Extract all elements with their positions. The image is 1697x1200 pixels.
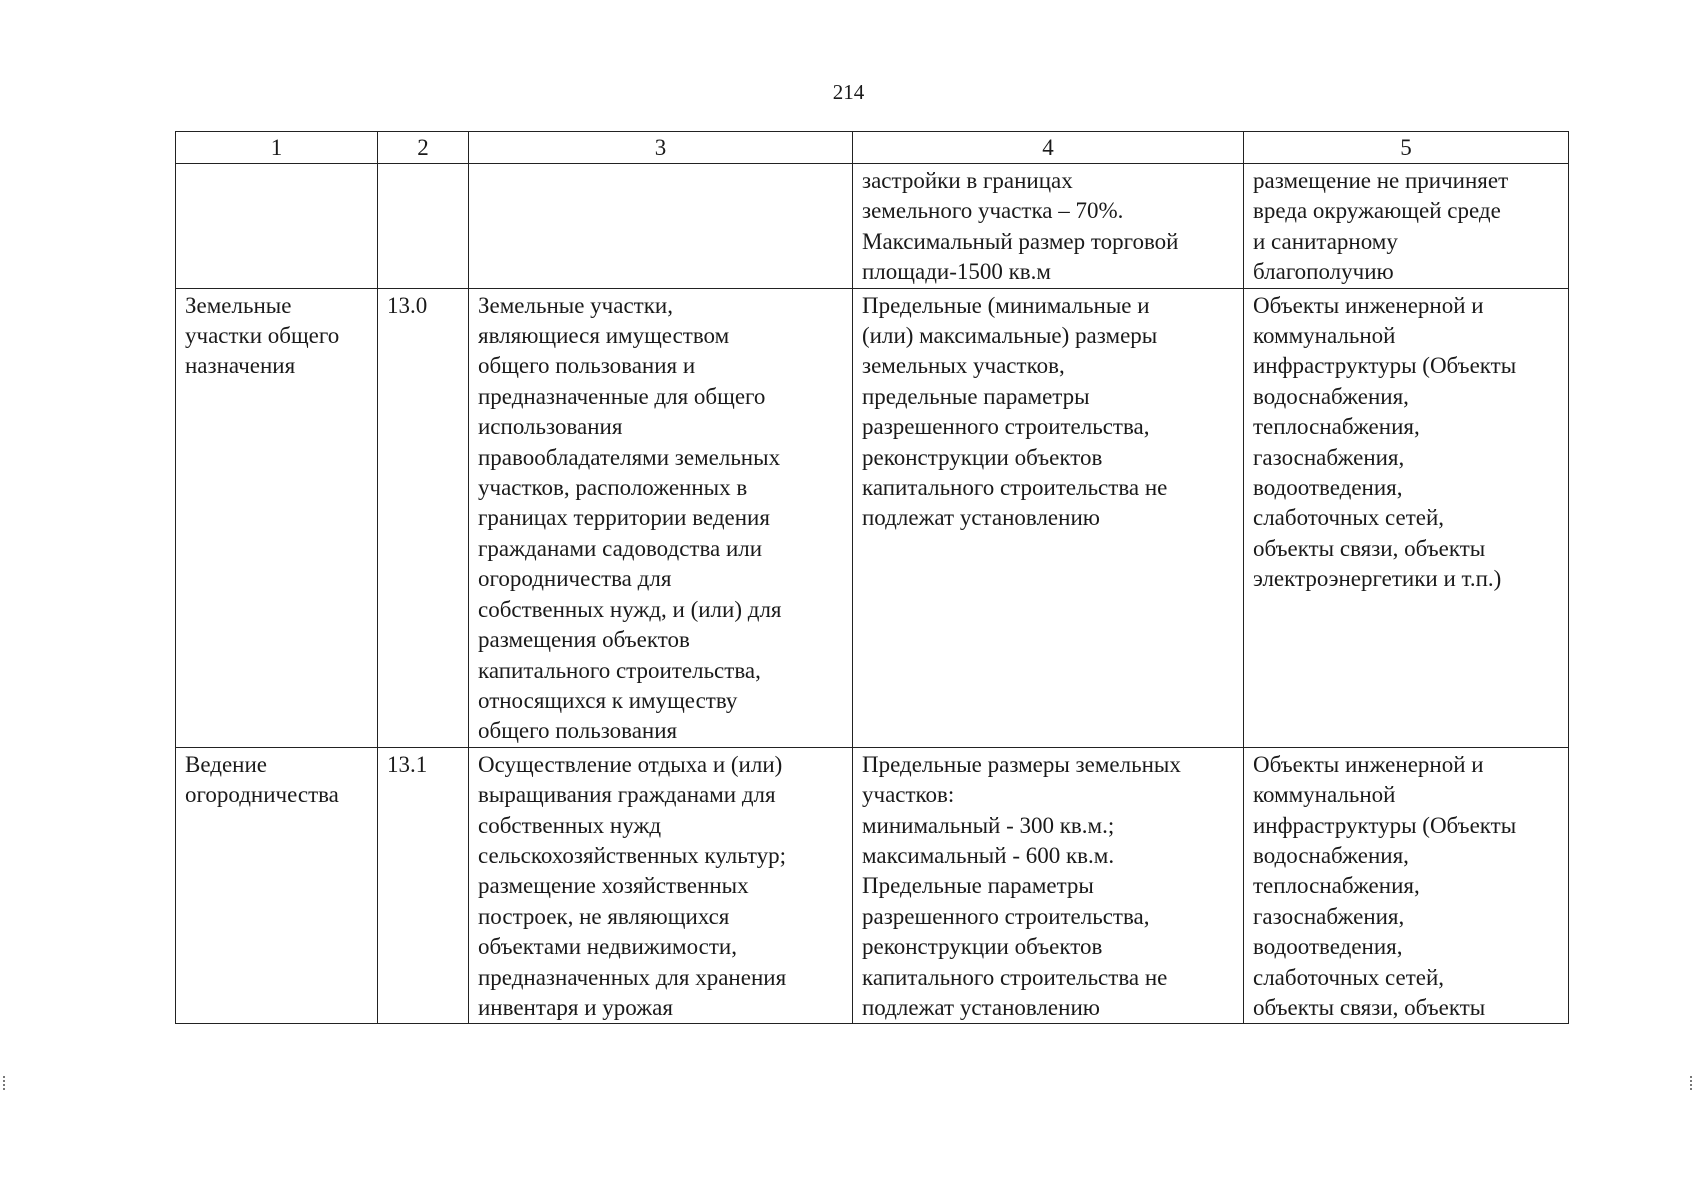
page-number: 214	[832, 80, 865, 104]
cell-use-description	[469, 288, 853, 747]
cell-use-description	[469, 747, 853, 1024]
cell-text: Объекты инженерной и коммунальной инфраструктуры (Объекты водоснабжения, теплоснабжения, газоснабжения, водоотведения, слаботочных сетей, объекты связи, объекты электроэнергетики и т.п.)	[1253, 292, 1517, 592]
cell-use-code	[378, 747, 469, 1024]
scan-edge-mark-right	[1690, 1076, 1694, 1090]
cell-use-name	[176, 288, 378, 747]
cell-text: Предельные (минимальные и (или) максимальные) размеры земельных участков, предельные параметры разрешенного строительства, реконструкции объектов капитального строительства не подлежат установлению	[862, 292, 1168, 531]
cell-text: Ведение огородничества	[185, 751, 339, 808]
column-number-4: 4	[853, 132, 1244, 164]
cell-conditions	[1244, 747, 1569, 1024]
cell-use-name	[176, 747, 378, 1024]
column-number-1: 1	[176, 132, 378, 164]
cell-text: Земельные участки общего назначения	[185, 292, 340, 379]
column-number-2: 2	[378, 132, 469, 164]
cell-parameters	[853, 164, 1244, 289]
cell-text: Предельные размеры земельных участков: минимальный - 300 кв.м.; максимальный - 600 кв.м. Предельные параметры разрешенного строительства, реконструкции объектов капитального строительства не подлежат установлению	[862, 751, 1181, 1020]
cell-text: Земельные участки, являющиеся имуществом общего пользования и предназначенные для общего использования правообладателями земельных участков, расположенных в границах территории ведения гражданами садоводства или огородничества для собственных нужд, и (или) для размещения объектов капитального строительства, относящихся к имуществу общего пользования	[478, 292, 782, 744]
header-row	[176, 132, 1569, 164]
cell-use-name	[176, 164, 378, 289]
cell-text: размещение не причиняет вреда окружающей среде и санитарному благополучию	[1253, 168, 1509, 285]
cell-text: застройки в границах земельного участка – 70%. Максимальный размер торговой площади-1500 кв.м	[862, 168, 1179, 285]
column-number-5: 5	[1244, 132, 1569, 164]
cell-text: 13.0	[387, 292, 428, 318]
cell-text: Объекты инженерной и коммунальной инфраструктуры (Объекты водоснабжения, теплоснабжения, газоснабжения, водоотведения, слаботочных сетей, объекты связи, объекты	[1253, 751, 1517, 1020]
scan-edge-mark-left	[3, 1076, 7, 1090]
cell-text: Осуществление отдыха и (или) выращивания гражданами для собственных нужд сельскохозяйственных культур; размещение хозяйственных построек, не являющихся объектами недвижимости, предназначенных для хранения инвентаря и урожая	[478, 751, 787, 1020]
cell-use-description	[469, 164, 853, 289]
column-number-3: 3	[469, 132, 853, 164]
cell-parameters	[853, 747, 1244, 1024]
cell-parameters	[853, 288, 1244, 747]
cell-use-code	[378, 164, 469, 289]
table-row	[176, 747, 1569, 1024]
table-header	[176, 132, 1569, 164]
cell-use-code	[378, 288, 469, 747]
table-row	[176, 288, 1569, 747]
cell-text: 13.1	[387, 751, 428, 777]
cell-conditions	[1244, 288, 1569, 747]
land-use-table	[175, 131, 1569, 1024]
table-row	[176, 164, 1569, 289]
cell-conditions	[1244, 164, 1569, 289]
